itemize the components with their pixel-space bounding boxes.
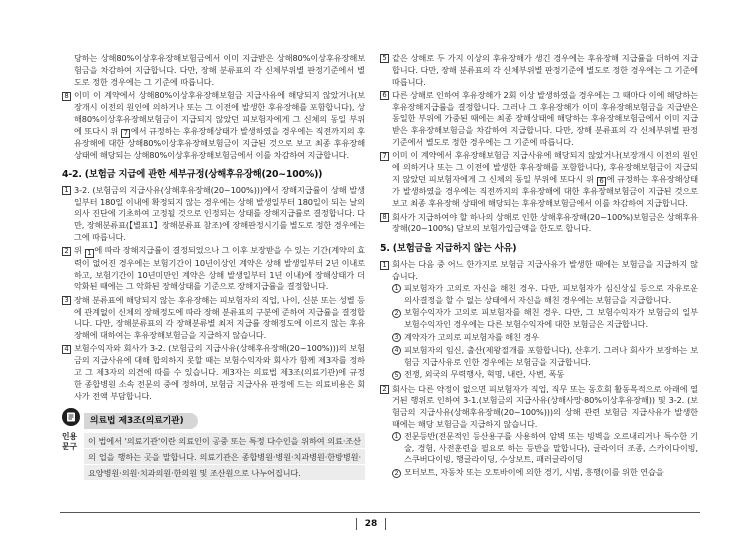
sub-item — [392, 345, 698, 369]
clause-text — [74, 90, 365, 161]
sub-item — [392, 467, 698, 479]
clause-text — [74, 245, 365, 293]
clause-body — [392, 259, 698, 382]
page-number: 28 — [356, 518, 386, 530]
section-heading-5: 5. (보험금을 지급하지 않는 사유) — [380, 243, 517, 255]
clause-item-8 — [62, 90, 365, 161]
sub-item-text: 모터보트, 자동차 또는 오토바이에 의한 경기, 시범, 흥행(이를 위한 연습을 — [404, 467, 664, 478]
clause-number: 8 — [62, 92, 71, 101]
clause-number: 7 — [380, 152, 389, 161]
sub-item-number: 2 — [392, 309, 401, 318]
clause-text-part: 위 — [74, 245, 85, 256]
clause-number: 8 — [380, 213, 389, 222]
clause-item-4 — [62, 343, 365, 402]
left-column — [62, 53, 365, 481]
document-icon — [62, 408, 80, 426]
clause-number: 4 — [62, 345, 71, 354]
clause-reference-number: 7 — [121, 129, 130, 138]
clause-text-part: 에 따라 장해지급률이 결정되었으나 그 이후 보장받을 수 있는 기간(계약의 효력이 없어진 경우에는 보험기간이 10년이상인 계약은 상해 발생일부터 2년 이내로 하고, 보험기간이 10년미만인 계약은 상해 발생일부터 1년 이내)에 장해상태가 더 악화된 때에는 그 악화된 장해상태를 기준으로 장해지급률을 결정합니다. — [74, 245, 365, 292]
sub-item — [392, 431, 698, 466]
clause-text-part: 이미 이 계약에서 상해80%이상후유장해보험금 지급사유에 해당되지 않았거나(보장개시 이전의 원인에 의하거나 또는 그 이전에 발생한 후유장해를 포함합니다), 상해80%이상후유장해보험금이 지급되지 않았던 피보험자에게 그 신체의 동일 부위에 또다시 위 — [74, 90, 365, 136]
clause-reference-number: 1 — [85, 249, 94, 258]
clause-number: 5 — [380, 54, 389, 63]
clause-text: 장해 분류표에 해당되지 않는 후유장해는 피보험자의 직업, 나이, 신분 또는 성별 등에 관계없이 신체의 장해정도에 따라 장해 분류표의 구분에 준하여 지급률을 결정합니다. 다만, 장해분류표의 각 장해분류별 최저 지급률 장해정도에 이르지 않는 후유장해에 대하여는 후유장해보험금을 지급하지 않습니다. — [74, 294, 365, 341]
citation-label-line: 인용 — [62, 432, 78, 442]
sub-item-text: 보험수익자가 고의로 피보험자를 해친 경우. 다만, 그 보험수익자가 보험금의 일부 보험수익자인 경우에는 다른 보험수익자에 대한 보험금은 지급합니다. — [404, 307, 698, 330]
sub-item-text: 전쟁, 외국의 무력행사, 혁명, 내란, 사변, 폭동 — [404, 369, 565, 380]
clause-item-2 — [62, 245, 365, 293]
right-column — [380, 53, 698, 482]
continued-paragraph: 당하는 상해80%이상후유장해보험금에서 이미 지급받은 상해80%이상후유장해보험금을 차감하여 지급합니다. 다만, 장해 분류표의 각 신체부위별 판정기준에서 별도로 정한 경우에는 그 기준에 따릅니다. — [74, 53, 365, 87]
sub-item — [392, 369, 698, 381]
clause-item-8 — [380, 212, 698, 236]
citation-box — [62, 408, 365, 481]
section-heading-4-2: 4-2. (보험금 지급에 관한 세부규정(상해후유장해(20~100%)) — [62, 168, 323, 180]
citation-content — [84, 408, 365, 481]
sub-item — [392, 307, 698, 331]
sub-item — [392, 283, 698, 307]
exclusion-item-1 — [380, 259, 698, 382]
clause-body — [392, 384, 698, 480]
sub-item-text: 피보험자의 임신, 출산(제왕절개를 포함합니다), 산후기. 그러나 회사가 보장하는 보험금 지급사유로 인한 경우에는 보험금을 지급합니다. — [404, 344, 698, 367]
sub-item-text: 계약자가 고의로 피보험자를 해친 경우 — [404, 331, 539, 342]
clause-text: 다른 상해로 인하여 후유장해가 2회 이상 발생하였을 경우에는 그 때마다 이에 해당하는 후유장해지급률을 결정합니다. 그러나 그 후유장해가 이미 후유장해보험금을 지급받은 동일한 부위에 가중된 때에는 최종 장해상태에 해당하는 후유장해보험금에서 이미 지급받은 후유장해보험금을 차감하여 지급합니다. 다만, 장해 분류표의 각 신체부위별 판정기준에서 별도로 정한 경우에는 그 기준에 따릅니다. — [392, 89, 698, 148]
citation-label-line: 문구 — [62, 442, 78, 452]
citation-badge — [62, 408, 82, 481]
citation-label — [62, 432, 77, 452]
clause-text-part: 이미 이 계약에서 후유장해보험금 지급사유에 해당되지 않았거나(보장개시 이전의 원인에 의하거나 또는 그 이전에 발생한 후유장해를 포함합니다), 후유장해보험금이 지급되지 않았던 피보험자에게 그 신체의 동일 부위에 또다시 위 — [392, 150, 698, 184]
clause-text-part: 에 규정하는 후유장해상태가 발생하였을 경우에는 직전까지의 후유장해에 대한 후유장해보험금이 지급된 것으로 보고 최종 후유장해 상태에 해당되는 후유장해보험금에서 이를 차감하여 지급합니다. — [392, 173, 698, 209]
clause-text: 3-2. (보험금의 지급사유(상해후유장해(20~100%)))에서 장해지급률이 상해 발생일부터 180일 이내에 확정되지 않는 경우에는 상해 발생일부터 180일이 되는 날의 의사 진단에 기초하여 고정될 것으로 인정되는 상태를 장해지급률로 결정합니다. 다만, 장해분류표(【별표1】장해분류표 참조)에 장해판정시기를 별도로 정한 경우에는 그에 따릅니다. — [74, 184, 365, 243]
sub-item-text: 피보험자가 고의로 자신을 해친 경우. 다만, 피보험자가 심신상실 등으로 자유로운 의사결정을 할 수 없는 상태에서 자신을 해친 경우에는 보험금을 지급합니다. — [404, 282, 698, 305]
clause-text: 회사는 다음 중 어느 한가지로 보험금 지급사유가 발생한 때에는 보험금을 지급하지 않습니다. — [392, 259, 698, 281]
clause-reference-number: 6 — [597, 177, 606, 186]
clause-text: 회사는 다른 약정이 없으면 피보험자가 직업, 직무 또는 동호회 활동목적으로 아래에 열거된 행위로 인하여 3-1.(보험금의 지급사유(상해사망·80%이상후유장해)) 및 3-2. (보험금의 지급사유(상해후유장해(20~100%)))의 상해 관련 보험금 지급사유가 발생한 때에는 해당 보험금을 지급하지 않습니다. — [392, 383, 698, 430]
sub-item — [392, 332, 698, 344]
clause-number: 2 — [380, 385, 389, 394]
clause-item-7 — [380, 150, 698, 210]
clause-text — [392, 150, 698, 210]
clause-text-part: 에서 규정하는 후유장해상태가 발생하였을 경우에는 직전까지의 후유장해에 대한 상해80%이상후유장해보험금이 지급된 것으로 보고 최종 후유장해 상태에 해당되는 상해80%이상후유장해보험금에서 이를 차감하여 지급합니다. — [74, 125, 365, 161]
footer-rule — [60, 512, 700, 513]
exclusion-item-2 — [380, 384, 698, 480]
clause-item-1 — [62, 185, 365, 244]
citation-text: 이 법에서 '의료기관'이란 의료인이 공중 또는 특정 다수인을 위하여 의료·조산의 업을 행하는 곳을 말합니다. 의료기관은 종합병원·병원·치과병원·한방병원·요양병원·의원·치과의원·한의원 및 조산원으로 나누어집니다. — [84, 433, 365, 481]
clause-text: 회사가 지급하여야 할 하나의 상해로 인한 상해후유장해(20~100%)보험금은 상해후유장해(20~100%) 담보의 보험가입금액을 한도로 합니다. — [392, 211, 698, 234]
sub-item-number: 1 — [392, 432, 401, 441]
citation-title: 의료법 제3조(의료기관) — [84, 413, 198, 429]
clause-number: 3 — [62, 296, 71, 305]
clause-item-5 — [380, 53, 698, 88]
clause-number: 1 — [380, 261, 389, 270]
sub-item-number: 1 — [392, 284, 401, 293]
sub-item-number: 4 — [392, 346, 401, 355]
sub-item-number: 2 — [392, 469, 401, 478]
clause-text: 같은 상해로 두 가지 이상의 후유장해가 생긴 경우에는 후유장해 지급률을 더하여 지급합니다. 다만, 장해 분류표의 각 신체부위별 판정기준에 별도로 정한 경우에는 그 기준에 따릅니다. — [392, 53, 698, 87]
sub-item-number: 3 — [392, 333, 401, 342]
sub-item-number: 5 — [392, 371, 401, 380]
clause-item-3 — [62, 295, 365, 342]
clause-number: 2 — [62, 247, 71, 256]
sub-item-text: 전문등반(전문적인 등산용구를 사용하여 암벽 또는 빙벽을 오르내리거나 특수한 기술, 경험, 사전훈련을 필요로 하는 등반을 말합니다), 글라이더 조종, 스카이다이빙, 스쿠버다이빙, 행글라이딩, 수상보트, 패러글라이딩 — [404, 430, 698, 465]
clause-number: 6 — [380, 91, 389, 100]
clause-text: 보험수익자와 회사가 3-2. (보험금의 지급사유(상해후유장해(20~100%)))의 보험금의 지급사유에 대해 합의하지 못할 때는 보험수익자와 회사가 함께 제3자를 정하고 그 제3자의 의견에 따를 수 있습니다. 제3자는 의료법 제3조(의료기관)에 규정한 종합병원 소속 전문의 중에 정하며, 보험금 지급사유 판정에 드는 의료비용은 회사가 전액 부담합니다. — [74, 343, 365, 401]
clause-number: 1 — [62, 186, 71, 195]
clause-item-6 — [380, 90, 698, 149]
